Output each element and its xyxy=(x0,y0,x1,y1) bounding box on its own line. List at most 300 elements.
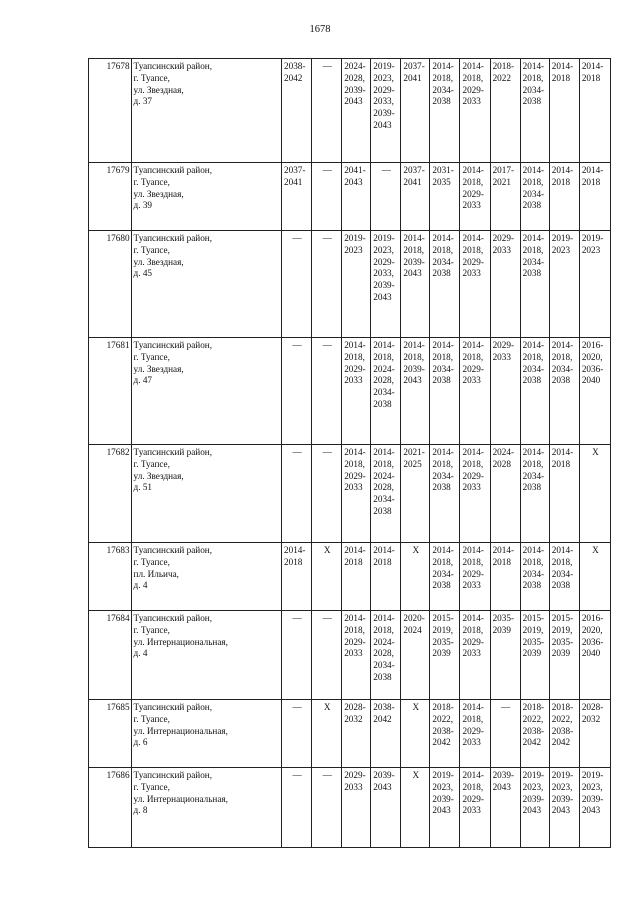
period-line: 2029- xyxy=(462,84,484,95)
period-cell xyxy=(490,231,520,338)
period-cell xyxy=(549,611,579,700)
period-line: 2023, xyxy=(373,72,394,83)
period-line: 2029- xyxy=(462,725,484,736)
period-cell xyxy=(579,543,610,611)
period-cell xyxy=(520,59,549,163)
period-cell xyxy=(460,163,490,231)
period-cell xyxy=(579,700,610,768)
period-cell xyxy=(342,231,371,338)
period-line: 2018, xyxy=(551,556,573,567)
period-cell xyxy=(579,445,610,543)
period-cell xyxy=(312,445,342,543)
address-line: д. 45 xyxy=(133,268,153,279)
period-cell xyxy=(579,611,610,700)
period-line: 2035 xyxy=(432,176,451,187)
period-line: 2037- xyxy=(403,165,425,175)
period-line: 2032 xyxy=(344,713,363,724)
period-line: — xyxy=(501,702,511,712)
period-line: 2014- xyxy=(581,61,604,71)
period-line: 2018, xyxy=(403,351,425,362)
period-line: 2039- xyxy=(492,770,515,780)
address-line: Туапсинский район, xyxy=(133,340,213,350)
period-cell xyxy=(520,543,549,611)
period-line: 2018, xyxy=(462,72,484,83)
period-line: 2043 xyxy=(522,805,542,816)
period-line: 2033 xyxy=(344,648,363,659)
period-line: 2018 xyxy=(373,556,392,567)
address-line: ул. Звездная, xyxy=(133,363,184,374)
period-line: 2023, xyxy=(522,781,544,792)
period-line: 2039- xyxy=(373,280,395,291)
period-line: 2043 xyxy=(344,96,363,107)
address-line: Туапсинский район, xyxy=(133,702,213,712)
period-line: — xyxy=(322,165,332,175)
period-line: 2029- xyxy=(462,188,484,199)
period-line: 2025 xyxy=(403,458,422,469)
period-line: 2034- xyxy=(432,256,454,267)
period-cell xyxy=(549,163,579,231)
table-row xyxy=(89,59,611,163)
period-line: 2018, xyxy=(344,351,365,362)
row-number: 17686 xyxy=(89,768,132,848)
period-cell xyxy=(430,543,460,611)
row-number: 17683 xyxy=(89,543,132,611)
period-line: 2034- xyxy=(373,494,395,505)
period-line: — xyxy=(292,770,302,780)
period-line: 2024- xyxy=(373,636,395,647)
period-cell xyxy=(401,543,430,611)
period-line: 2014- xyxy=(462,613,484,623)
period-line: 2038 xyxy=(432,482,451,493)
period-line: 2029- xyxy=(492,340,515,350)
period-line: 2034- xyxy=(522,363,545,374)
period-line: 2037- xyxy=(403,61,425,71)
period-cell xyxy=(430,611,460,700)
period-line: 2014- xyxy=(462,165,484,175)
period-cell xyxy=(371,338,401,445)
address-line: д. 39 xyxy=(133,200,153,211)
period-line: 2029- xyxy=(462,470,484,481)
period-cell xyxy=(549,543,579,611)
period-line: 2014- xyxy=(462,61,484,71)
period-line: 2014- xyxy=(462,770,484,780)
period-cell xyxy=(342,445,371,543)
period-line: 2018, xyxy=(432,351,454,362)
period-line: 2019- xyxy=(344,233,366,243)
period-cell xyxy=(312,338,342,445)
period-line: 2024- xyxy=(373,470,395,481)
period-cell xyxy=(579,231,610,338)
period-line: 2028, xyxy=(344,72,365,83)
period-cell xyxy=(490,445,520,543)
period-line: 2034- xyxy=(432,363,454,374)
period-line: 2018, xyxy=(522,556,544,567)
period-line: 2038 xyxy=(373,505,392,516)
period-line: 2043 xyxy=(344,176,363,187)
period-line: 2018 xyxy=(551,458,571,469)
period-cell xyxy=(549,445,579,543)
period-line: 2022, xyxy=(522,713,544,724)
period-line: 2014- xyxy=(492,545,515,555)
period-line: 2014- xyxy=(403,233,425,243)
period-line: 2014- xyxy=(551,340,574,350)
address-cell xyxy=(131,338,281,445)
period-cell xyxy=(430,445,460,543)
period-cell xyxy=(401,445,430,543)
period-line: 2040 xyxy=(581,648,601,659)
period-line: 2014- xyxy=(551,447,574,457)
period-line: 2018 xyxy=(581,176,601,187)
period-line: 2018 xyxy=(344,556,363,567)
period-line: 2029- xyxy=(373,84,395,95)
table-row xyxy=(89,163,611,231)
period-line: 2024- xyxy=(373,363,395,374)
period-line: 2033 xyxy=(462,375,481,386)
period-line: 2043 xyxy=(492,781,511,792)
period-line: 2014- xyxy=(522,447,545,457)
period-cell xyxy=(549,338,579,445)
address-line: д. 47 xyxy=(133,375,153,386)
period-line: 2034- xyxy=(522,568,545,579)
address-line: г. Туапсе, xyxy=(133,624,170,635)
period-line: 2038 xyxy=(522,200,542,211)
period-cell xyxy=(430,338,460,445)
period-line: Х xyxy=(412,545,420,555)
period-line: Х xyxy=(323,702,331,712)
period-line: 2014- xyxy=(522,165,545,175)
address-cell xyxy=(131,768,281,848)
period-line: Х xyxy=(592,447,599,457)
period-line: 2014- xyxy=(462,233,484,243)
period-line: 2028, xyxy=(373,375,394,386)
period-line: 2014- xyxy=(522,545,545,555)
period-line: 2019, xyxy=(522,624,544,635)
period-line: 2015- xyxy=(432,613,454,623)
period-line: 2014- xyxy=(551,545,574,555)
address-line: д. 8 xyxy=(133,805,148,816)
period-line: 2029- xyxy=(344,470,366,481)
period-line: 2018, xyxy=(462,458,484,469)
period-line: 2014- xyxy=(344,447,366,457)
period-line: 2014- xyxy=(373,545,395,555)
period-line: 2018, xyxy=(462,351,484,362)
period-line: 2033 xyxy=(462,805,481,816)
period-line: 2033 xyxy=(462,268,481,279)
address-line: д. 6 xyxy=(133,737,148,748)
period-line: 2033 xyxy=(462,96,481,107)
period-line: 2019- xyxy=(522,770,545,780)
period-line: 2024- xyxy=(344,61,366,71)
period-line: 2018, xyxy=(432,72,454,83)
period-line: 2019- xyxy=(373,233,395,243)
period-cell xyxy=(490,163,520,231)
period-line: 2038- xyxy=(551,725,574,736)
period-line: 2014- xyxy=(344,340,366,350)
period-line: 2033 xyxy=(492,351,511,362)
address-line: ул. Звездная, xyxy=(133,470,184,481)
period-line: 2039 xyxy=(492,624,511,635)
period-line: 2014- xyxy=(373,447,395,457)
period-cell xyxy=(460,231,490,338)
period-cell xyxy=(549,59,579,163)
period-line: 2018, xyxy=(551,351,573,362)
period-line: 2034- xyxy=(522,256,545,267)
period-line: 2038 xyxy=(373,398,392,409)
period-cell xyxy=(460,445,490,543)
period-line: 2018, xyxy=(344,624,365,635)
period-cell xyxy=(460,338,490,445)
address-cell xyxy=(131,611,281,700)
table-row xyxy=(89,700,611,768)
address-cell xyxy=(131,59,281,163)
address-line: Туапсинский район, xyxy=(133,165,213,175)
period-line: — xyxy=(292,702,302,712)
period-line: 2022, xyxy=(551,713,573,724)
period-cell xyxy=(430,163,460,231)
period-line: 2034- xyxy=(432,470,454,481)
period-line: 2016- xyxy=(581,613,604,623)
period-line: 2043 xyxy=(551,805,571,816)
period-line: 2015- xyxy=(522,613,545,623)
period-cell xyxy=(342,338,371,445)
period-line: 2039- xyxy=(373,770,395,780)
address-line: г. Туапсе, xyxy=(133,458,170,469)
period-cell xyxy=(401,163,430,231)
period-line: 2018, xyxy=(373,624,394,635)
period-line: 2041 xyxy=(403,72,422,83)
period-line: 2035- xyxy=(492,613,515,623)
period-cell xyxy=(342,163,371,231)
period-line: 2038 xyxy=(522,268,542,279)
period-line: 2036- xyxy=(581,636,604,647)
period-line: 2018- xyxy=(432,702,454,712)
period-line: 2018, xyxy=(462,244,484,255)
period-line: 2043 xyxy=(432,805,451,816)
period-cell xyxy=(312,163,342,231)
period-line: — xyxy=(322,61,332,71)
period-line: 2034- xyxy=(551,568,574,579)
period-cell xyxy=(579,338,610,445)
period-cell xyxy=(371,611,401,700)
period-line: Х xyxy=(412,770,420,780)
period-cell xyxy=(520,611,549,700)
period-cell xyxy=(430,59,460,163)
period-cell xyxy=(401,611,430,700)
period-line: 2018, xyxy=(373,458,394,469)
period-line: 2020, xyxy=(581,624,603,635)
address-line: г. Туапсе, xyxy=(133,556,170,567)
period-line: 2014- xyxy=(462,545,484,555)
address-line: г. Туапсе, xyxy=(133,781,170,792)
address-line: ул. Звездная, xyxy=(133,256,184,267)
period-line: 2029- xyxy=(344,363,366,374)
period-cell xyxy=(282,700,312,768)
period-line: 2014- xyxy=(551,165,574,175)
period-line: 2033 xyxy=(344,482,363,493)
period-line: 2042 xyxy=(373,713,392,724)
period-line: 2019- xyxy=(432,770,454,780)
period-line: 2029- xyxy=(344,770,366,780)
period-cell xyxy=(282,163,312,231)
period-cell xyxy=(342,768,371,848)
address-line: г. Туапсе, xyxy=(133,244,170,255)
period-line: 2038- xyxy=(432,725,454,736)
period-line: 2018, xyxy=(432,556,454,567)
period-line: 2029- xyxy=(373,256,395,267)
period-line: 2039 xyxy=(551,648,571,659)
period-line: 2018, xyxy=(462,556,484,567)
period-line: 2034- xyxy=(373,387,395,398)
period-line: 2020- xyxy=(403,613,425,623)
period-line: 2019, xyxy=(432,624,454,635)
period-line: — xyxy=(292,447,302,457)
period-line: 2028- xyxy=(344,702,366,712)
period-line: 2033 xyxy=(462,648,481,659)
address-line: Туапсинский район, xyxy=(133,613,213,623)
period-cell xyxy=(312,700,342,768)
address-line: ул. Интернациональная, xyxy=(133,636,228,647)
period-line: 2043 xyxy=(403,375,422,386)
period-line: 2022, xyxy=(432,713,454,724)
period-line: 2029- xyxy=(462,568,484,579)
period-cell xyxy=(579,59,610,163)
period-line: 2018, xyxy=(462,176,484,187)
period-line: 2038 xyxy=(432,375,451,386)
period-line: 2040 xyxy=(581,375,601,386)
period-line: 2018, xyxy=(462,713,484,724)
period-cell xyxy=(430,231,460,338)
period-line: 2039- xyxy=(551,793,574,804)
address-cell xyxy=(131,231,281,338)
period-cell xyxy=(282,768,312,848)
period-line: 2018, xyxy=(522,72,544,83)
period-line: 2014- xyxy=(373,613,395,623)
period-line: 2024- xyxy=(492,447,515,457)
period-line: 2015- xyxy=(551,613,574,623)
period-cell xyxy=(312,543,342,611)
period-cell xyxy=(520,163,549,231)
period-line: 2033 xyxy=(462,482,481,493)
period-line: 2038 xyxy=(522,580,542,591)
period-line: 2019- xyxy=(373,61,395,71)
period-line: 2043 xyxy=(373,291,392,302)
period-line: 2038 xyxy=(432,268,451,279)
period-cell xyxy=(579,768,610,848)
period-line: 2017- xyxy=(492,165,515,175)
period-line: 2028, xyxy=(373,482,394,493)
period-line: 2034- xyxy=(432,568,454,579)
period-cell xyxy=(490,611,520,700)
period-line: 2018 xyxy=(551,176,571,187)
period-line: 2032 xyxy=(581,713,601,724)
row-number: 17678 xyxy=(89,59,132,163)
period-line: 2018, xyxy=(462,781,484,792)
period-line: Х xyxy=(323,545,331,555)
period-line: 2041 xyxy=(284,176,303,187)
period-line: 2042 xyxy=(284,72,303,83)
period-line: 2018, xyxy=(522,244,544,255)
period-line: 2023, xyxy=(373,244,394,255)
period-line: 2033, xyxy=(373,268,394,279)
period-line: 2029- xyxy=(462,256,484,267)
period-line: 2038- xyxy=(373,702,395,712)
period-line: 2042 xyxy=(432,737,451,748)
row-number: 17679 xyxy=(89,163,132,231)
period-line: 2028, xyxy=(373,648,394,659)
period-line: 2041 xyxy=(403,176,422,187)
period-line: 2034- xyxy=(522,188,545,199)
period-line: Х xyxy=(412,702,420,712)
period-line: 2014- xyxy=(432,545,454,555)
period-line: 2014- xyxy=(462,702,484,712)
period-line: 2038- xyxy=(522,725,545,736)
period-cell xyxy=(282,611,312,700)
period-line: 2023 xyxy=(551,244,571,255)
address-cell xyxy=(131,543,281,611)
address-line: Туапсинский район, xyxy=(133,770,213,780)
period-line: 2018, xyxy=(432,244,454,255)
address-line: г. Туапсе, xyxy=(133,713,170,724)
period-line: — xyxy=(322,770,332,780)
period-line: 2021- xyxy=(403,447,425,457)
address-line: д. 51 xyxy=(133,482,153,493)
period-line: 2038- xyxy=(284,61,306,71)
period-line: 2039- xyxy=(403,256,425,267)
row-number: 17682 xyxy=(89,445,132,543)
period-cell xyxy=(490,338,520,445)
period-cell xyxy=(549,700,579,768)
period-line: 2038 xyxy=(522,375,542,386)
address-cell xyxy=(131,700,281,768)
period-line: 2023, xyxy=(551,781,573,792)
period-line: — xyxy=(292,613,302,623)
period-cell xyxy=(401,700,430,768)
period-line: 2039- xyxy=(344,84,366,95)
period-cell xyxy=(490,700,520,768)
period-line: 2033 xyxy=(462,200,481,211)
period-line: Х xyxy=(592,545,599,555)
period-line: 2034- xyxy=(522,470,545,481)
address-cell xyxy=(131,445,281,543)
period-line: 2034- xyxy=(551,363,574,374)
period-line: 2037- xyxy=(284,165,306,175)
period-line: — xyxy=(292,340,302,350)
period-line: 2019- xyxy=(581,233,604,243)
period-cell xyxy=(342,700,371,768)
period-line: 2038 xyxy=(432,580,451,591)
address-line: пл. Ильича, xyxy=(133,568,179,579)
registry-table xyxy=(88,58,611,848)
period-line: 2038 xyxy=(432,96,451,107)
period-cell xyxy=(460,611,490,700)
period-cell xyxy=(342,59,371,163)
period-line: 2029- xyxy=(492,233,515,243)
period-line: — xyxy=(322,447,332,457)
period-line: 2043 xyxy=(373,119,392,130)
period-line: 2033 xyxy=(344,375,363,386)
period-line: — xyxy=(322,233,332,243)
address-line: Туапсинский район, xyxy=(133,233,213,243)
period-cell xyxy=(520,768,549,848)
table-row xyxy=(89,543,611,611)
table-row xyxy=(89,611,611,700)
period-line: 2023 xyxy=(581,244,601,255)
period-line: 2042 xyxy=(522,737,542,748)
period-line: 2028 xyxy=(492,458,511,469)
period-line: 2019- xyxy=(551,770,574,780)
period-cell xyxy=(520,700,549,768)
period-line: 2028- xyxy=(581,702,604,712)
